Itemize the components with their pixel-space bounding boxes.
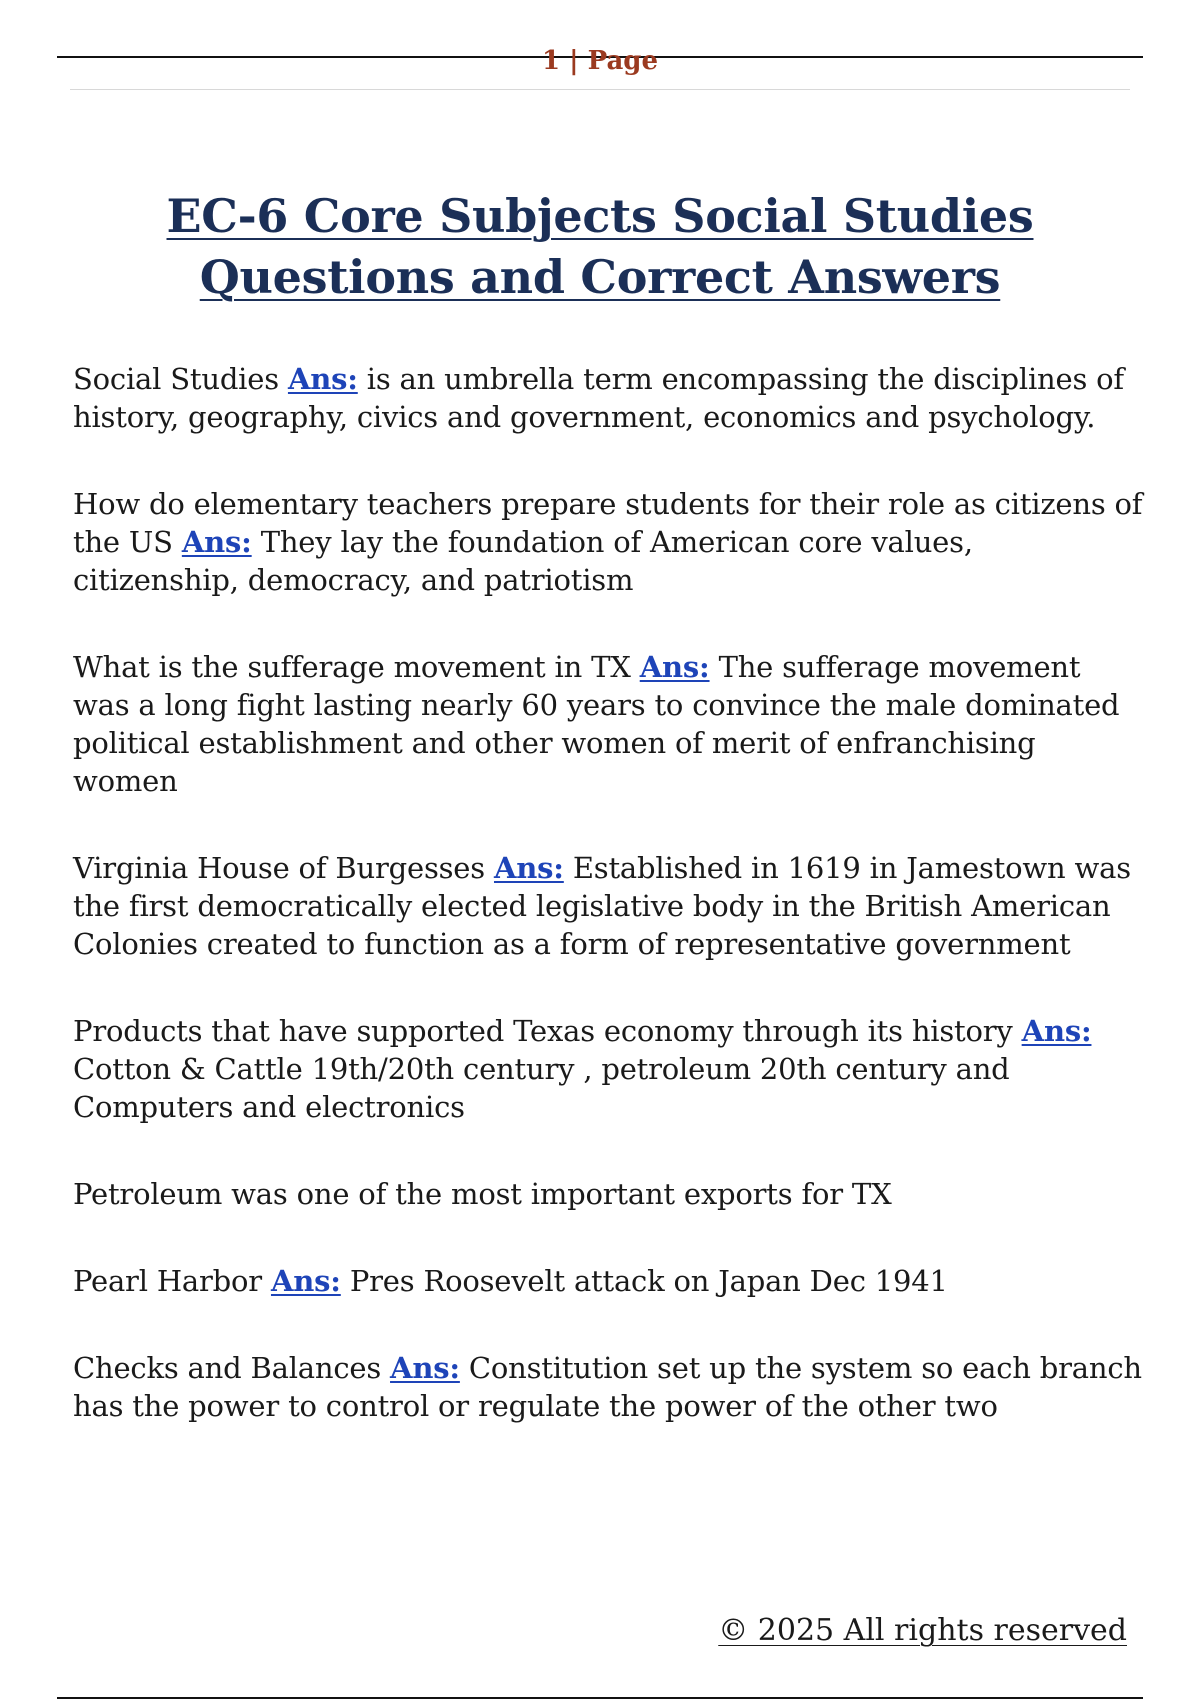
qa-statement: Petroleum was one of the most important exports for TX bbox=[73, 1177, 892, 1211]
qa-answer: Pres Roosevelt attack on Japan Dec 1941 bbox=[340, 1264, 948, 1298]
qa-answer: The sufferage movement was a long fight lasting nearly 60 years to convince the male dominated political establishment and other women of merit of enfranchising women bbox=[73, 650, 1120, 798]
qa-question: Checks and Balances bbox=[73, 1351, 391, 1385]
footer-bottom-rule bbox=[57, 1697, 1143, 1699]
ans-link[interactable]: Ans: bbox=[493, 851, 564, 885]
qa-question: How do elementary teachers prepare students for their role as citizens of the US bbox=[73, 487, 1143, 559]
ans-link[interactable]: Ans: bbox=[270, 1264, 341, 1298]
ans-link[interactable]: Ans: bbox=[287, 362, 358, 396]
qa-item bbox=[73, 1349, 1143, 1425]
page-number: 1 | Page bbox=[541, 46, 659, 76]
qa-question: What is the sufferage movement in TX bbox=[73, 650, 640, 684]
copyright-footer: © 2025 All rights reserved bbox=[718, 1613, 1127, 1648]
qa-item bbox=[73, 1012, 1143, 1126]
qa-question: Social Studies bbox=[73, 362, 288, 396]
qa-item bbox=[73, 849, 1143, 963]
header-divider bbox=[70, 89, 1130, 90]
qa-answer: Cotton & Cattle 19th/20th century , petroleum 20th century and Computers and electronics bbox=[73, 1052, 1010, 1124]
ans-link[interactable]: Ans: bbox=[181, 525, 252, 559]
ans-link[interactable]: Ans: bbox=[1021, 1014, 1092, 1048]
qa-item bbox=[73, 1175, 1143, 1213]
qa-answer: Established in 1619 in Jamestown was the first democratically elected legislative body in the British American Colonies created to function as a form of representative government bbox=[73, 851, 1131, 961]
ans-link[interactable]: Ans: bbox=[639, 650, 710, 684]
qa-question: Products that have supported Texas economy through its history bbox=[73, 1014, 1022, 1048]
qa-item bbox=[73, 485, 1143, 599]
qa-answer: They lay the foundation of American core values, citizenship, democracy, and patriotism bbox=[73, 525, 973, 597]
qa-list bbox=[73, 360, 1143, 1474]
qa-question: Pearl Harbor bbox=[73, 1264, 271, 1298]
qa-answer: is an umbrella term encompassing the disciplines of history, geography, civics and government, economics and psychology. bbox=[73, 362, 1124, 434]
document-title: EC-6 Core Subjects Social Studies Questions and Correct Answers bbox=[166, 189, 1034, 304]
qa-question: Virginia House of Burgesses bbox=[73, 851, 494, 885]
qa-item bbox=[73, 1262, 1143, 1300]
qa-item bbox=[73, 360, 1143, 436]
ans-link[interactable]: Ans: bbox=[390, 1351, 460, 1385]
qa-answer: Constitution set up the system so each branch has the power to control or regulate the power of the other two bbox=[73, 1351, 1142, 1423]
qa-item bbox=[73, 648, 1143, 800]
